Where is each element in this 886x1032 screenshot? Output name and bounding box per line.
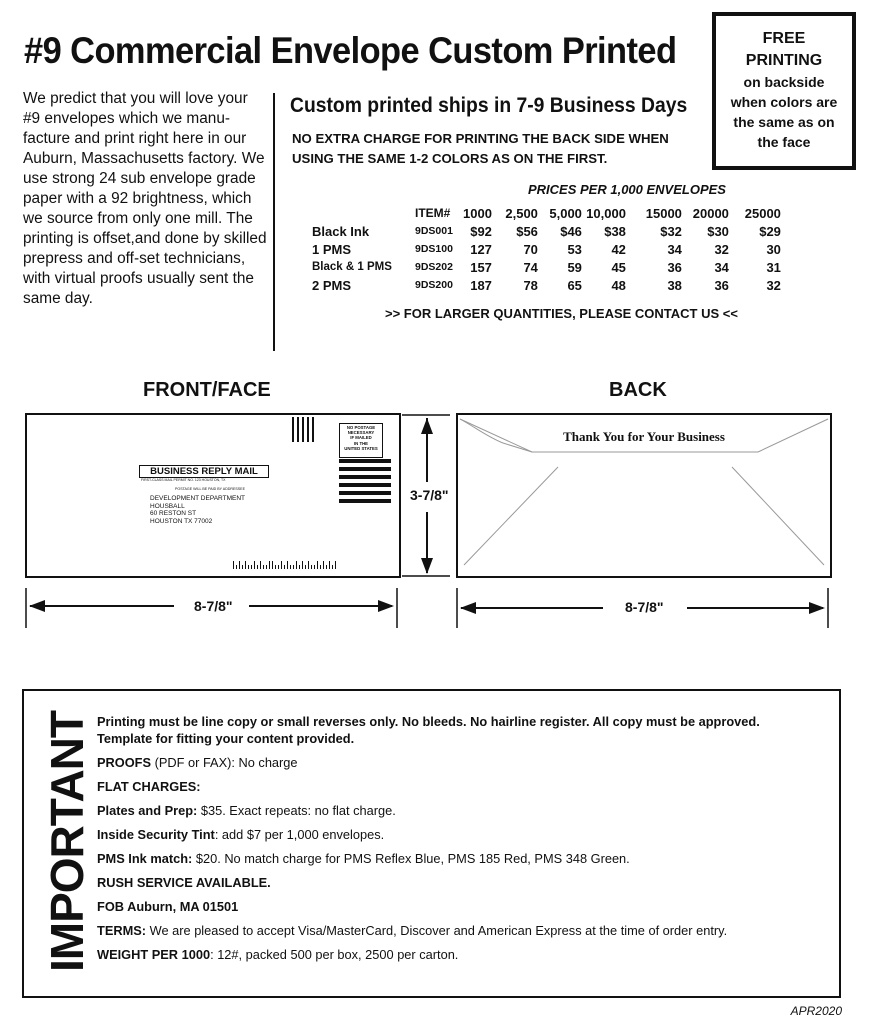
address-line: HOUSBALL (150, 502, 185, 510)
item-number: 9DS100 (415, 243, 453, 255)
important-row-bold: WEIGHT PER 1000 (97, 947, 211, 962)
price-row (312, 276, 781, 294)
address-block (150, 495, 245, 525)
brm-subline: FIRST-CLASS MAIL PERMIT NO. 123 HOUSTON, TX (141, 478, 226, 482)
price-row (312, 222, 781, 240)
price-cell: 45 (611, 259, 626, 275)
important-row-bold: PMS Ink match: (97, 851, 193, 866)
important-row (97, 802, 817, 819)
address-line: HOUSTON TX 77002 (150, 517, 213, 525)
qty-header: 1000 (463, 205, 492, 221)
important-row-text: : 12#, packed 500 per box, 2500 per carton. (210, 947, 459, 962)
no-postage-line: NECESSARY (347, 430, 375, 436)
item-number: 9DS001 (415, 225, 453, 237)
price-cell: $56 (516, 223, 538, 239)
height-dimension-label: 3-7/8" (410, 487, 449, 503)
back-width-label: 8-7/8" (625, 599, 664, 615)
important-row-text: We are pleased to accept Visa/MasterCard, Discover and American Express at the time of order entry. (146, 923, 728, 938)
row-label: Black & 1 PMS (312, 261, 392, 273)
important-row (97, 713, 817, 747)
back-label: BACK (609, 379, 667, 401)
backside-note: NO EXTRA CHARGE FOR PRINTING THE BACK SIDE WHEN USING THE SAME 1-2 COLORS AS ON THE FIRST. (292, 131, 669, 166)
row-label: Black Ink (312, 223, 370, 239)
flap-text: Thank You for Your Business (563, 429, 725, 444)
important-row-text: : add $7 per 1,000 envelopes. (214, 827, 385, 842)
important-row (97, 946, 817, 963)
no-postage-line: NO POSTAGE (346, 425, 376, 430)
important-row-text: (PDF or FAX): No charge (151, 755, 298, 770)
free-printing-box (712, 12, 856, 170)
price-cell: 53 (567, 241, 582, 257)
no-postage-box (339, 423, 383, 458)
price-cell: 31 (766, 259, 781, 275)
contact-note: >> FOR LARGER QUANTITIES, PLEASE CONTACT US << (385, 306, 738, 321)
intro-paragraph: We predict that you will love your #9 envelopes which we manu-facture and print right here in our Auburn, Massachusetts factory. We use strong 24 sub envelope grade paper with a 92 brightness, which we source from only one mill. The printing is offset,and done by skilled prepress and off-set technicians, with virtual proofs usually sent the same day. (23, 90, 267, 307)
price-cell: 127 (470, 241, 492, 257)
no-postage-line: UNITED STATES (344, 445, 378, 451)
row-label: 2 PMS (312, 277, 352, 293)
important-row-text: $35. Exact repeats: no flat charge. (197, 803, 396, 818)
important-row-bold: Inside Security Tint (97, 827, 215, 842)
price-cell: 36 (714, 277, 729, 293)
postage-paid-line: POSTAGE WILL BE PAID BY ADDRESSEE (175, 487, 245, 491)
important-row-text: $20. No match charge for PMS Reflex Blue, PMS 185 Red, PMS 348 Green. (192, 851, 630, 866)
important-row (97, 778, 817, 795)
row-label: 1 PMS (312, 241, 352, 257)
important-side-label: IMPORTANT (41, 710, 93, 972)
price-cell: 157 (470, 259, 492, 275)
price-cell: 38 (667, 277, 682, 293)
important-row-bold: Plates and Prep: (97, 803, 198, 818)
important-row (97, 754, 817, 771)
no-postage-line: IF MAILED (350, 435, 372, 441)
important-row-bold: FLAT CHARGES: (97, 779, 201, 794)
page-title: #9 Commercial Envelope Custom Printed (24, 30, 677, 71)
qty-header: 15000 (645, 205, 682, 221)
fim-bars-icon (291, 417, 317, 443)
qty-header: 2,500 (505, 205, 538, 221)
important-row (97, 922, 817, 939)
price-cell: 42 (611, 241, 626, 257)
qty-header: 20000 (692, 205, 729, 221)
address-line: DEVELOPMENT DEPARTMENT (150, 495, 245, 502)
barcode-icon (233, 561, 337, 570)
no-postage-line: IN THE (353, 440, 369, 446)
price-header-row (312, 204, 781, 222)
price-cell: 34 (667, 241, 682, 257)
important-list (97, 713, 817, 970)
qty-header: 5,000 (549, 205, 582, 221)
item-header: ITEM# (415, 206, 451, 220)
item-number: 9DS202 (415, 261, 453, 273)
important-row-bold: FOB Auburn, MA 01501 (97, 899, 239, 914)
front-label: FRONT/FACE (143, 379, 271, 401)
price-cell: 78 (523, 277, 538, 293)
price-cell: 32 (766, 277, 781, 293)
price-table (312, 204, 781, 294)
brm-title: BUSINESS REPLY MAIL (150, 466, 258, 477)
price-cell: 36 (667, 259, 682, 275)
important-row (97, 874, 817, 891)
price-cell: 74 (523, 259, 538, 275)
important-row (97, 898, 817, 915)
front-envelope (25, 413, 401, 578)
price-cell: $46 (560, 223, 582, 239)
price-cell: 65 (567, 277, 582, 293)
free-printing-heading: FREE PRINTING (745, 30, 823, 69)
price-cell: 30 (766, 241, 781, 257)
brm-box (139, 465, 269, 478)
price-cell: 34 (714, 259, 729, 275)
label-header (312, 204, 415, 222)
qty-header: 10,000 (586, 205, 626, 221)
qty-header: 25000 (744, 205, 781, 221)
indicia-bars-icon (339, 459, 391, 507)
price-cell: 187 (470, 277, 492, 293)
price-row (312, 258, 781, 276)
price-cell: $38 (604, 223, 626, 239)
free-printing-text: on backside when colors are the same as on the face (730, 74, 838, 150)
important-row-bold: RUSH SERVICE AVAILABLE. (97, 875, 271, 890)
back-envelope (456, 413, 832, 578)
price-cell: 70 (523, 241, 538, 257)
important-row (97, 850, 817, 867)
shipping-subhead: Custom printed ships in 7-9 Business Days (290, 94, 688, 117)
important-row-bold: TERMS: (97, 923, 147, 938)
divider (273, 93, 275, 351)
item-number: 9DS200 (415, 279, 453, 291)
important-row (97, 826, 817, 843)
price-cell: $30 (707, 223, 729, 239)
price-cell: 59 (567, 259, 582, 275)
revision-code: APR2020 (790, 1004, 842, 1018)
front-width-label: 8-7/8" (194, 598, 233, 614)
important-row-bold: Printing must be line copy or small reverses only. No bleeds. No hairline register. All copy must be approved. Template for fitting your content provided. (97, 714, 760, 746)
price-cell: $29 (759, 223, 781, 239)
price-cell: $32 (660, 223, 682, 239)
price-row (312, 240, 781, 258)
price-cell: $92 (470, 223, 492, 239)
price-cell: 32 (714, 241, 729, 257)
address-line: 60 RESTON ST (150, 510, 197, 517)
important-row-bold: PROOFS (97, 755, 152, 770)
prices-title: PRICES PER 1,000 ENVELOPES (528, 182, 726, 197)
price-cell: 48 (611, 277, 626, 293)
